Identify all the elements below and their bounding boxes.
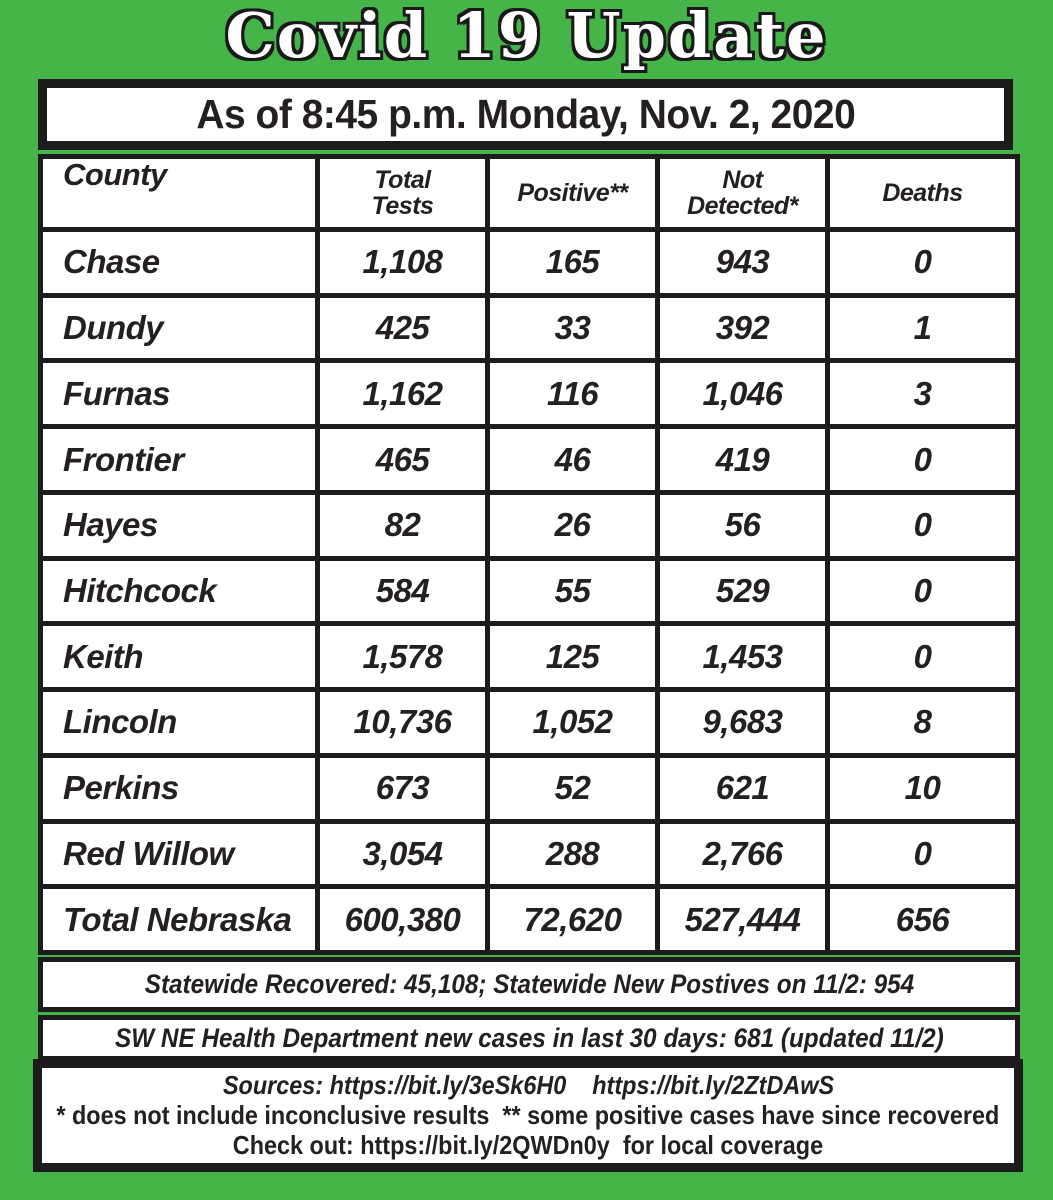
statewide-summary	[38, 957, 1020, 1012]
county-cell: Furnas	[43, 363, 315, 424]
not-detected-cell: 2,766	[660, 824, 825, 885]
positive-cell: 26	[490, 495, 655, 556]
positive-cell: 116	[490, 363, 655, 424]
sources-box	[33, 1059, 1023, 1172]
not-detected-cell: 943	[660, 232, 825, 293]
header-line: Deaths	[882, 178, 963, 207]
deaths-cell: 0	[830, 626, 1015, 687]
statewide-summary-text: Statewide Recovered: 45,108; Statewide New Postives on 11/2: 954	[144, 969, 914, 999]
total-tests-cell: 1,578	[320, 626, 485, 687]
total-tests-cell: 82	[320, 495, 485, 556]
page-title: Covid 19 Update	[225, 0, 828, 72]
total-tests-cell: 673	[320, 758, 485, 819]
positive-cell: 288	[490, 824, 655, 885]
column-header-deaths	[830, 159, 1015, 227]
positive-cell: 72,620	[490, 889, 655, 950]
deaths-cell: 0	[830, 495, 1015, 556]
total-tests-cell: 425	[320, 298, 485, 359]
deaths-cell: 3	[830, 363, 1015, 424]
total-tests-cell: 600,380	[320, 889, 485, 950]
positive-cell: 52	[490, 758, 655, 819]
deaths-cell: 1	[830, 298, 1015, 359]
not-detected-cell: 419	[660, 429, 825, 490]
header-line: Detected*	[687, 192, 798, 220]
positive-cell: 1,052	[490, 692, 655, 753]
county-cell: Frontier	[43, 429, 315, 490]
positive-cell: 165	[490, 232, 655, 293]
county-cell: Keith	[43, 626, 315, 687]
column-header-total-tests	[320, 159, 485, 227]
header-line: Total	[374, 165, 431, 194]
checkout-line: Check out: https://bit.ly/2QWDn0y for local coverage	[232, 1130, 824, 1161]
not-detected-cell: 529	[660, 561, 825, 622]
total-tests-cell: 3,054	[320, 824, 485, 885]
positive-cell: 33	[490, 298, 655, 359]
column-header-county	[43, 159, 315, 227]
not-detected-cell: 392	[660, 298, 825, 359]
header-line: County	[63, 159, 167, 192]
deaths-cell: 8	[830, 692, 1015, 753]
deaths-cell: 0	[830, 429, 1015, 490]
total-tests-cell: 10,736	[320, 692, 485, 753]
county-cell: Red Willow	[43, 824, 315, 885]
total-tests-cell: 1,162	[320, 363, 485, 424]
column-header-not-detected	[660, 159, 825, 227]
header-line: Not	[722, 165, 763, 194]
header-line: Positive**	[517, 178, 628, 207]
county-cell: Hitchcock	[43, 561, 315, 622]
header-line: Tests	[371, 192, 434, 220]
footnotes-line: * does not include inconclusive results ** some positive cases have since recovered	[56, 1100, 1000, 1131]
county-cell: Dundy	[43, 298, 315, 359]
not-detected-cell: 621	[660, 758, 825, 819]
positive-cell: 125	[490, 626, 655, 687]
not-detected-cell: 56	[660, 495, 825, 556]
sources-line: Sources: https://bit.ly/3eSk6H0 https://bit.ly/2ZtDAwS	[222, 1070, 834, 1101]
swne-summary-text: SW NE Health Department new cases in last 30 days: 681 (updated 11/2)	[114, 1022, 944, 1053]
deaths-cell: 0	[830, 824, 1015, 885]
total-tests-cell: 465	[320, 429, 485, 490]
total-tests-cell: 1,108	[320, 232, 485, 293]
deaths-cell: 0	[830, 561, 1015, 622]
county-cell: Chase	[43, 232, 315, 293]
date-banner	[38, 79, 1013, 150]
not-detected-cell: 9,683	[660, 692, 825, 753]
county-cell: Perkins	[43, 758, 315, 819]
positive-cell: 55	[490, 561, 655, 622]
county-cell: Hayes	[43, 495, 315, 556]
column-header-positive	[490, 159, 655, 227]
total-tests-cell: 584	[320, 561, 485, 622]
deaths-cell: 0	[830, 232, 1015, 293]
covid-table	[38, 154, 1020, 955]
county-cell: Total Nebraska	[43, 889, 315, 950]
deaths-cell: 10	[830, 758, 1015, 819]
county-cell: Lincoln	[43, 692, 315, 753]
date-banner-text: As of 8:45 p.m. Monday, Nov. 2, 2020	[196, 91, 855, 137]
not-detected-cell: 1,453	[660, 626, 825, 687]
swne-summary	[38, 1015, 1020, 1061]
positive-cell: 46	[490, 429, 655, 490]
deaths-cell: 656	[830, 889, 1015, 950]
not-detected-cell: 1,046	[660, 363, 825, 424]
not-detected-cell: 527,444	[660, 889, 825, 950]
